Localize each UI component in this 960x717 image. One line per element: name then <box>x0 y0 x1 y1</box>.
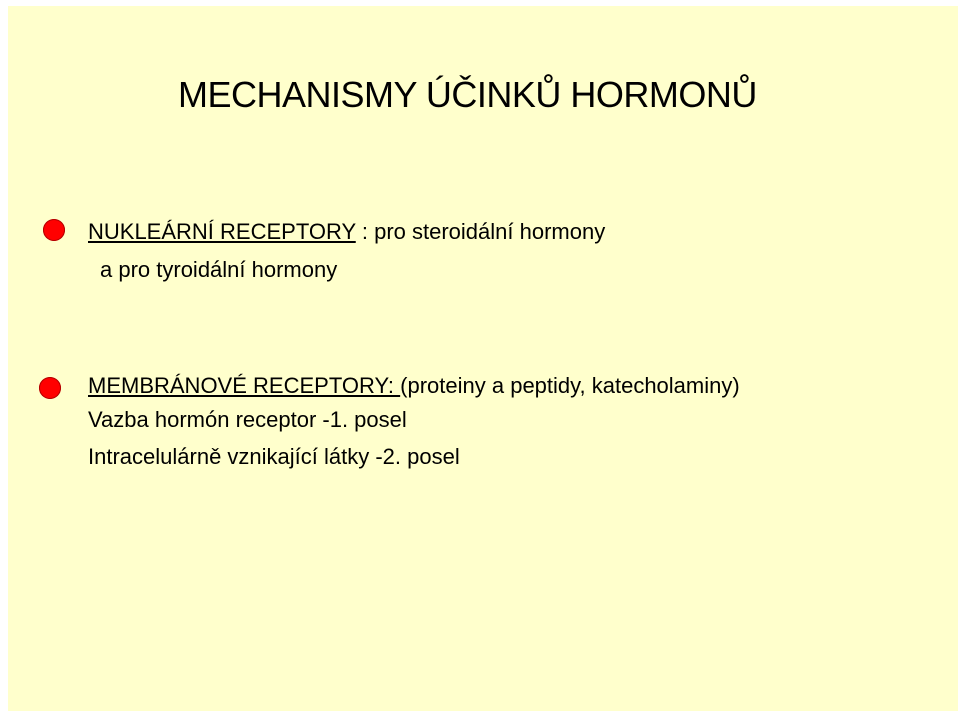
membrane-receptors-line2: Vazba hormón receptor -1. posel <box>88 407 407 432</box>
bullet-membrane-receptors <box>39 377 61 399</box>
slide <box>8 6 958 711</box>
nuclear-receptors-line2: a pro tyroidální hormony <box>100 257 338 282</box>
bullet-nuclear-receptors <box>43 219 65 241</box>
membrane-receptors-suffix: (proteiny a peptidy, katecholaminy) <box>400 373 740 398</box>
nuclear-receptors-line <box>88 219 605 245</box>
nuclear-receptors-heading: NUKLEÁRNÍ RECEPTORY <box>88 219 356 244</box>
membrane-receptors-heading: MEMBRÁNOVÉ RECEPTORY: <box>88 373 401 398</box>
membrane-receptors-line <box>88 373 740 399</box>
slide-title: MECHANISMY ÚČINKŮ HORMONŮ <box>178 74 757 115</box>
nuclear-receptors-suffix: : pro steroidální hormony <box>355 219 606 244</box>
membrane-receptors-line3: Intracelulárně vznikající látky -2. posel <box>88 444 460 469</box>
